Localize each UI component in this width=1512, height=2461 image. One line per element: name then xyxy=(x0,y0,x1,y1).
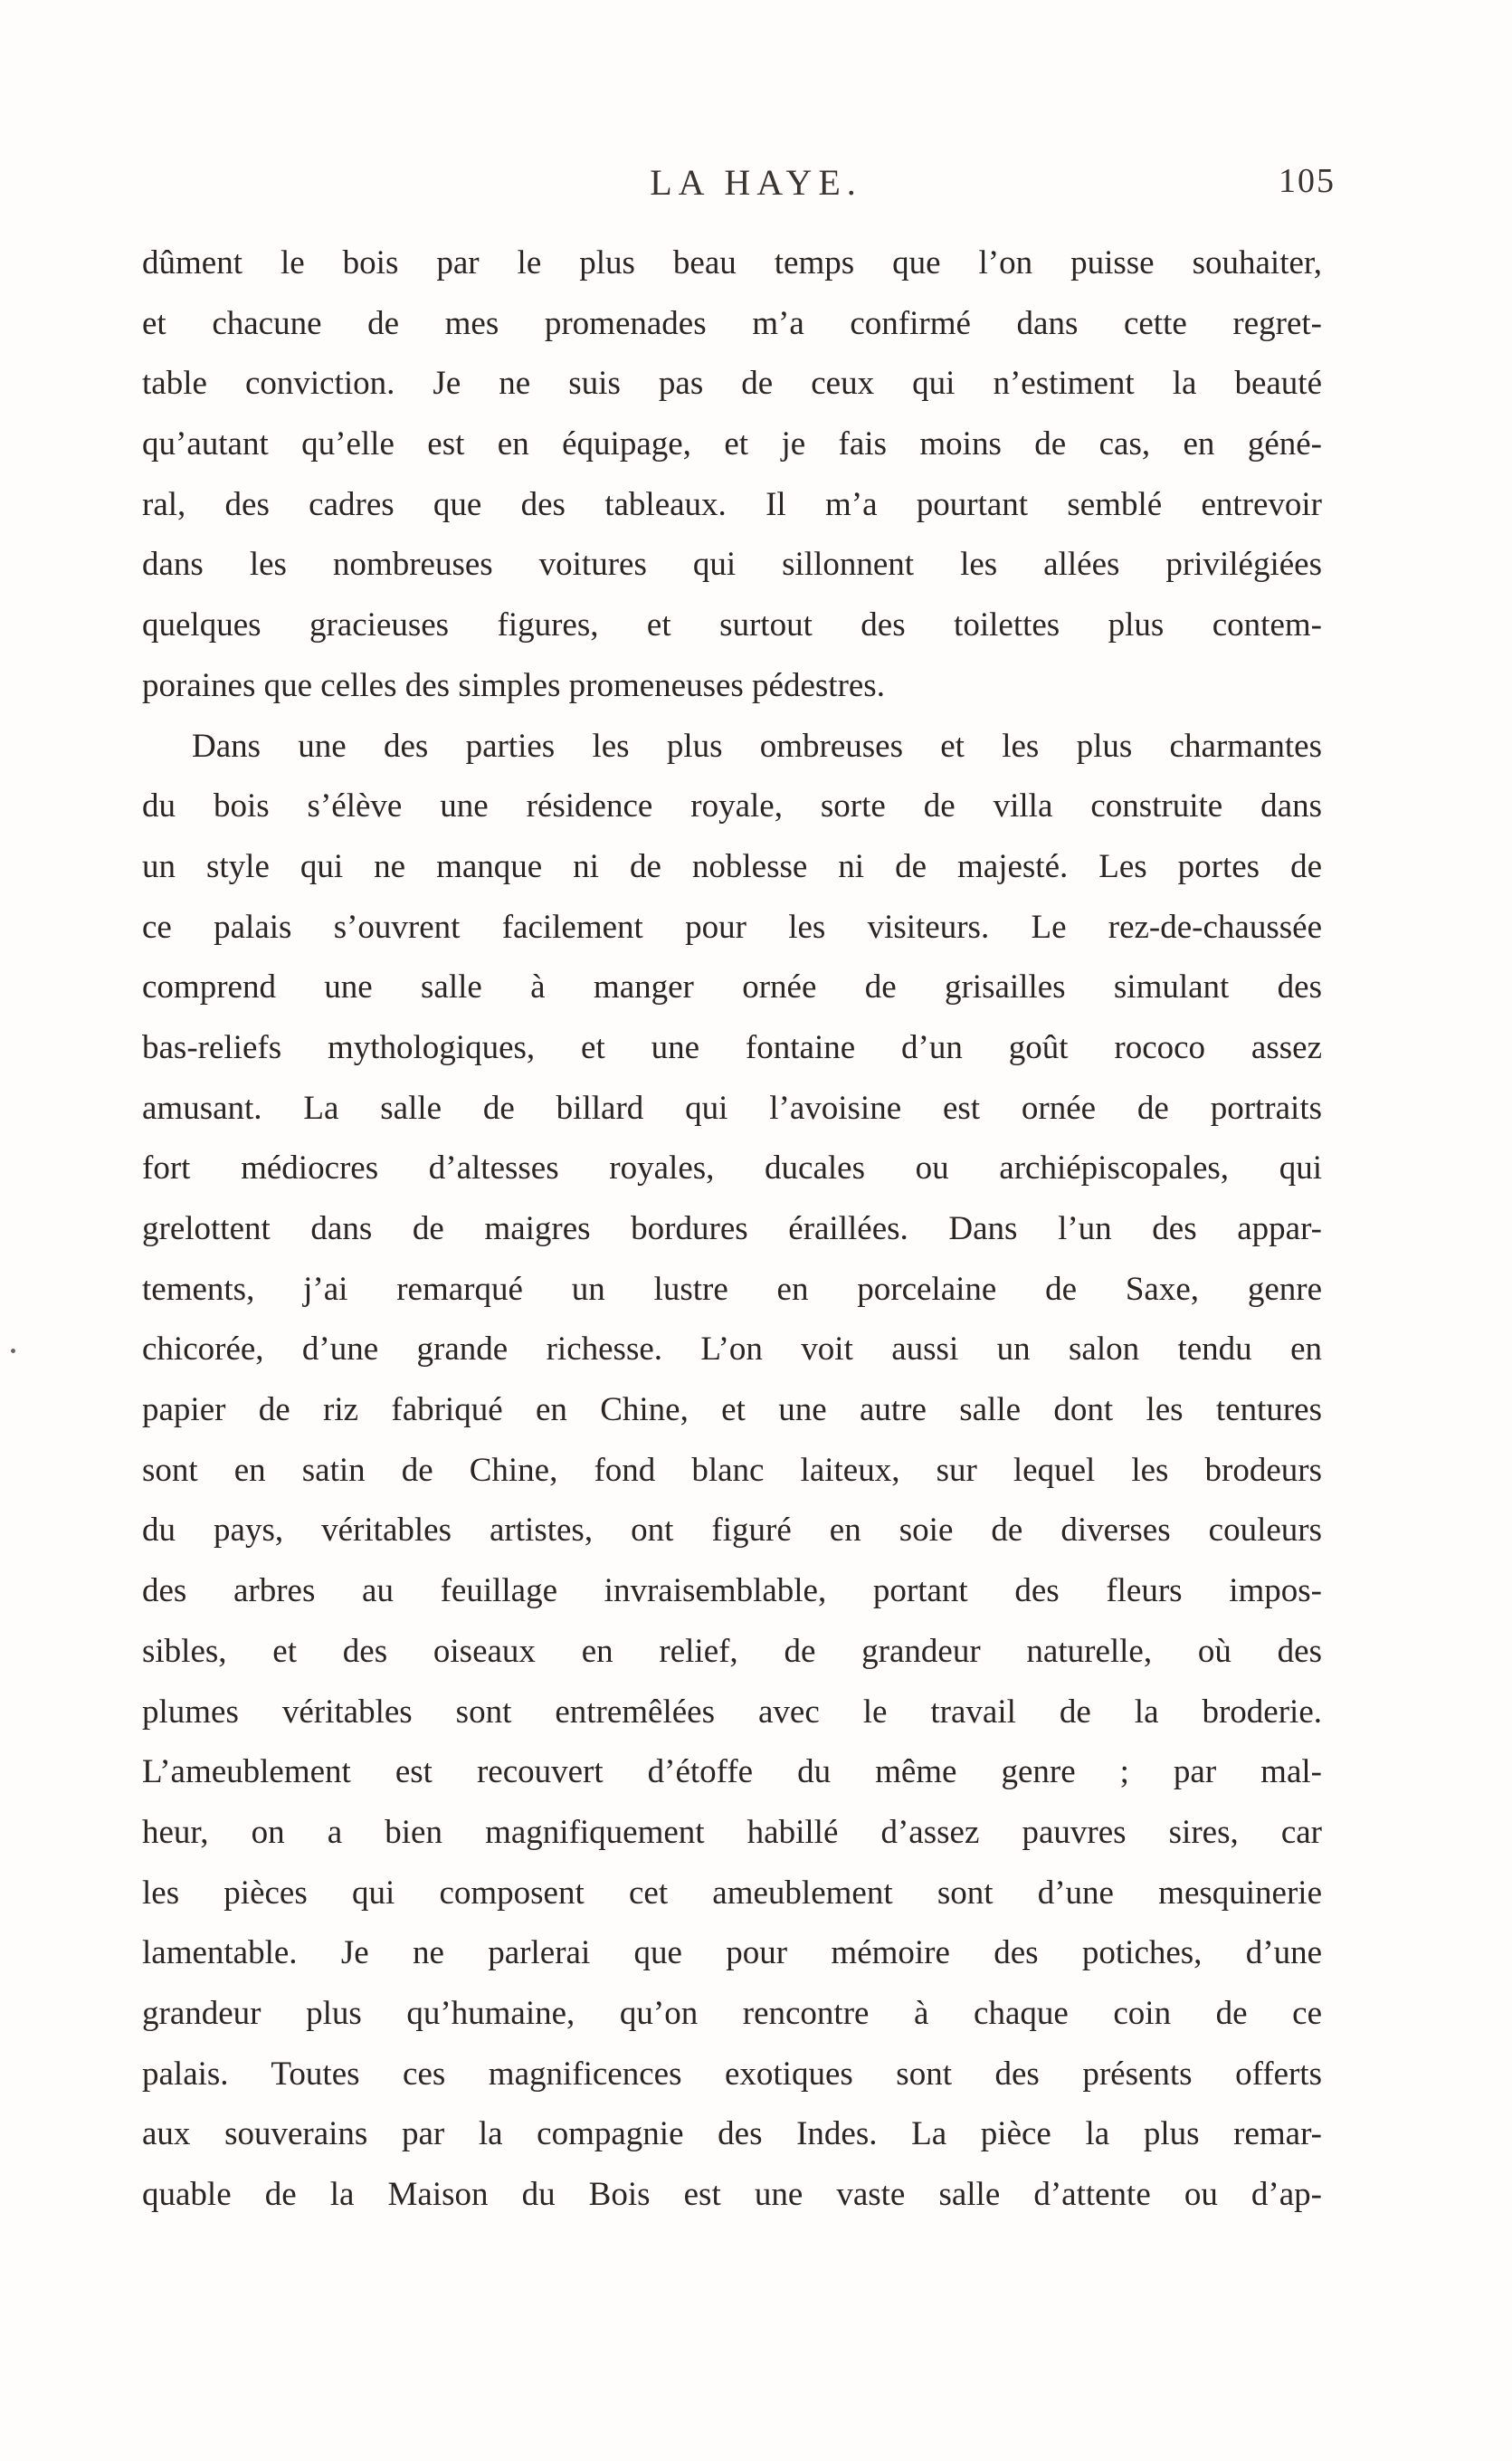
body-text xyxy=(142,234,1322,2226)
page-number: 105 xyxy=(1279,162,1336,200)
text-line: du pays, véritables artistes, ont figuré en soie de diverses couleurs xyxy=(142,1512,1322,1550)
text-line: dûment le bois par le plus beau temps que l’on puisse souhaiter, xyxy=(142,244,1322,281)
text-line: un style qui ne manque ni de noblesse ni de majesté. Les portes de xyxy=(142,847,1322,885)
text-line: sont en satin de Chine, fond blanc laiteux, sur lequel les brodeurs xyxy=(142,1451,1322,1489)
text-line: ral, des cadres que des tableaux. Il m’a pourtant semblé entrevoir xyxy=(142,485,1322,523)
text-line: dans les nombreuses voitures qui sillonnent les allées privilégiées xyxy=(142,546,1322,584)
text-line: fort médiocres d’altesses royales, ducales ou archiépiscopales, qui xyxy=(142,1149,1322,1188)
text-line: sibles, et des oiseaux en relief, de grandeur naturelle, où des xyxy=(142,1632,1322,1670)
text-line: bas-reliefs mythologiques, et une fontaine d’un goût rococo assez xyxy=(142,1028,1322,1066)
text-line: amusant. La salle de billard qui l’avoisine est ornée de portraits xyxy=(142,1089,1322,1127)
text-line: papier de riz fabriqué en Chine, et une autre salle dont les tentures xyxy=(142,1391,1322,1429)
text-line: ce palais s’ouvrent facilement pour les visiteurs. Le rez-de-chaussée xyxy=(142,908,1322,946)
text-line: quable de la Maison du Bois est une vaste salle d’attente ou d’ap- xyxy=(142,2176,1322,2213)
text-line: palais. Toutes ces magnificences exotiques sont des présents offerts xyxy=(142,2055,1322,2093)
text-line: les pièces qui composent cet ameublement sont d’une mesquinerie xyxy=(142,1874,1322,1912)
running-title: LA HAYE. xyxy=(650,162,862,203)
text-line: grandeur plus qu’humaine, qu’on rencontre à chaque coin de ce xyxy=(142,1994,1322,2032)
text-line: qu’autant qu’elle est en équipage, et je fais moins de cas, en géné- xyxy=(142,425,1322,463)
running-head xyxy=(0,161,1512,215)
text-line: du bois s’élève une résidence royale, sorte de villa construite dans xyxy=(142,787,1322,825)
text-line: heur, on a bien magnifiquement habillé d’assez pauvres sires, car xyxy=(142,1813,1322,1851)
text-line: plumes véritables sont entremêlées avec le travail de la broderie. xyxy=(142,1693,1322,1731)
text-line: tements, j’ai remarqué un lustre en porcelaine de Saxe, genre xyxy=(142,1270,1322,1308)
text-line: poraines que celles des simples promeneuses pédestres. xyxy=(142,666,885,704)
text-line: table conviction. Je ne suis pas de ceux qui n’estiment la beauté xyxy=(142,365,1322,403)
text-line: grelottent dans de maigres bordures éraillées. Dans l’un des appar- xyxy=(142,1210,1322,1247)
text-line: comprend une salle à manger ornée de grisailles simulant des xyxy=(142,968,1322,1006)
text-line: Dans une des parties les plus ombreuses et les plus charmantes xyxy=(192,727,1322,765)
text-line: et chacune de mes promenades m’a confirmé dans cette regret- xyxy=(142,304,1322,342)
text-line: lamentable. Je ne parlerai que pour mémoire des potiches, d’une xyxy=(142,1934,1322,1972)
text-line: des arbres au feuillage invraisemblable, portant des fleurs impos- xyxy=(142,1572,1322,1610)
text-line: aux souverains par la compagnie des Indes. La pièce la plus remar- xyxy=(142,2115,1322,2153)
text-line: chicorée, d’une grande richesse. L’on voit aussi un salon tendu en xyxy=(142,1331,1322,1369)
margin-mark xyxy=(11,1349,15,1353)
text-line: L’ameublement est recouvert d’étoffe du même genre ; par mal- xyxy=(142,1753,1322,1791)
text-line: quelques gracieuses figures, et surtout des toilettes plus contem- xyxy=(142,606,1322,644)
